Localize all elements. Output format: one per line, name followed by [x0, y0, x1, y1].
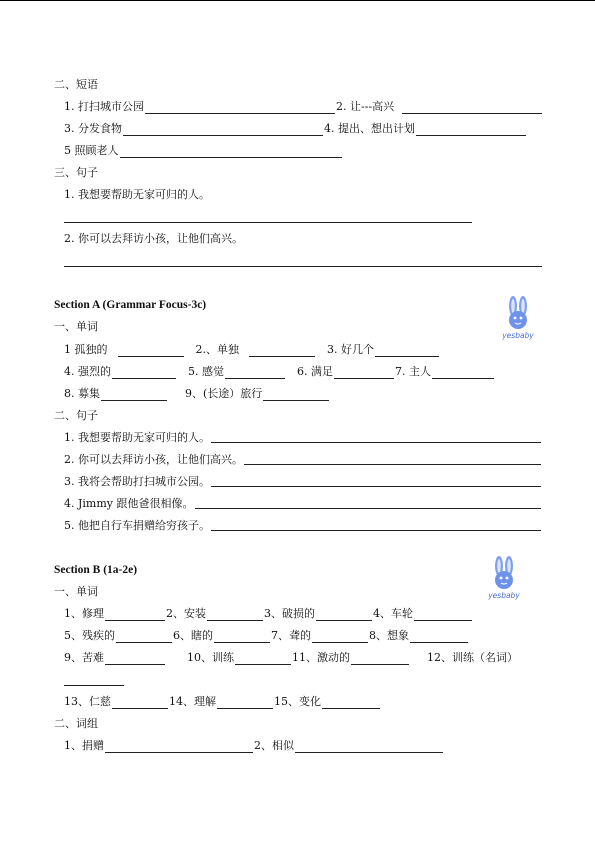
- phrase-label: 1. 打扫城市公园: [64, 100, 144, 113]
- answer-blank[interactable]: [416, 124, 526, 136]
- word-label: 5. 感觉: [188, 365, 224, 378]
- phrase-row: [64, 739, 444, 753]
- answer-blank[interactable]: [375, 345, 439, 357]
- word-label: 11、激动的: [292, 651, 350, 664]
- word-label: 4、车轮: [373, 607, 413, 620]
- word-label: 4. 强烈的: [64, 365, 111, 378]
- sentence-row: 1. 我想要帮助无家可归的人。: [64, 431, 542, 445]
- answer-blank[interactable]: [217, 697, 273, 709]
- phrase-label: 4. 提出、想出计划: [324, 122, 415, 135]
- answer-blank[interactable]: [235, 653, 291, 665]
- phrase-row-1: [64, 100, 543, 114]
- word-label: 8、想象: [369, 629, 409, 642]
- word-row-2: [64, 365, 495, 379]
- answer-blank[interactable]: [101, 389, 167, 401]
- answer-blank[interactable]: [225, 367, 285, 379]
- phrase-label: 5 照顾老人: [64, 144, 119, 157]
- answer-blank[interactable]: [263, 389, 329, 401]
- answer-blank[interactable]: [195, 497, 542, 509]
- answer-line[interactable]: [64, 266, 542, 267]
- word-label: 15、变化: [274, 695, 321, 708]
- word-label: 7、聋的: [271, 629, 311, 642]
- word-label: 12、训练（名词）: [427, 651, 518, 664]
- sentences-heading: 三、句子: [54, 166, 98, 179]
- phrase-label: 2. 让---高兴: [336, 100, 395, 113]
- answer-blank[interactable]: [249, 345, 315, 357]
- answer-blank[interactable]: [432, 367, 494, 379]
- section-a-title: Section A (Grammar Focus-3c): [54, 299, 207, 311]
- sentence-row: 2. 你可以去拜访小孩，让他们高兴。: [64, 453, 542, 467]
- answer-blank[interactable]: [116, 631, 172, 643]
- sentences-heading: 二、句子: [54, 409, 98, 422]
- answer-blank[interactable]: [64, 685, 124, 686]
- answer-blank[interactable]: [312, 631, 368, 643]
- sentence-row: 4. Jimmy 跟他爸很相像。: [64, 497, 542, 511]
- sentence-prompt: 1. 我想要帮助无家可归的人。: [64, 188, 210, 201]
- answer-blank[interactable]: [211, 519, 541, 531]
- answer-blank[interactable]: [105, 653, 165, 665]
- word-row-3: [64, 651, 518, 665]
- word-label: 13、仁慈: [64, 695, 111, 708]
- phrase-label: 1、捐赠: [64, 739, 104, 752]
- answer-blank[interactable]: [316, 609, 372, 621]
- section-b-title: Section B (1a-2e): [54, 564, 138, 576]
- word-label: 9、(长途）旅行: [185, 387, 263, 400]
- sentence-row: 3. 我将会帮助打扫城市公园。: [64, 475, 542, 489]
- answer-blank[interactable]: [295, 741, 443, 753]
- word-label: 14、理解: [169, 695, 216, 708]
- answer-blank[interactable]: [118, 345, 184, 357]
- answer-blank[interactable]: [120, 146, 342, 158]
- word-row-3: [64, 387, 330, 401]
- words-heading: 一、单词: [54, 585, 98, 598]
- bunny-icon: [496, 296, 540, 332]
- word-row-1: [64, 343, 440, 357]
- answer-blank[interactable]: [322, 697, 380, 709]
- answer-blank[interactable]: [207, 609, 263, 621]
- answer-blank[interactable]: [334, 367, 394, 379]
- sentence-prompt: 2. 你可以去拜访小孩，让他们高兴。: [64, 232, 243, 245]
- answer-blank[interactable]: [414, 609, 472, 621]
- yesbaby-logo: [496, 296, 540, 340]
- answer-blank[interactable]: [410, 631, 468, 643]
- word-label: 6、瞎的: [173, 629, 213, 642]
- word-label: 2.、单独: [195, 343, 239, 356]
- logo-text: yesbaby: [502, 331, 534, 340]
- phrase-label: 3. 分发食物: [64, 122, 122, 135]
- word-label: 3、破损的: [264, 607, 315, 620]
- word-label: 8. 募集: [64, 387, 100, 400]
- answer-blank[interactable]: [105, 741, 253, 753]
- word-label: 6. 满足: [297, 365, 333, 378]
- answer-blank[interactable]: [112, 367, 176, 379]
- answer-line[interactable]: [64, 222, 472, 223]
- words-heading: 一、单词: [54, 320, 98, 333]
- word-label: 2、安装: [166, 607, 206, 620]
- phrase-row-3: [64, 144, 343, 158]
- word-row-1: [64, 607, 473, 621]
- sentence-row: 5. 他把自行车捐赠给穷孩子。: [64, 519, 542, 533]
- phrases-heading: 二、词组: [54, 717, 98, 730]
- answer-blank[interactable]: [351, 653, 409, 665]
- answer-blank[interactable]: [105, 609, 165, 621]
- phrase-label: 2、相似: [254, 739, 294, 752]
- word-row-4: [64, 695, 381, 709]
- word-label: 3. 好几个: [327, 343, 374, 356]
- answer-blank[interactable]: [145, 102, 335, 114]
- answer-blank[interactable]: [211, 431, 541, 443]
- phrases-heading: 二、短语: [54, 78, 98, 91]
- word-row-2: [64, 629, 469, 643]
- answer-blank[interactable]: [123, 124, 323, 136]
- word-label: 5、残疾的: [64, 629, 115, 642]
- word-label: 10、训练: [187, 651, 234, 664]
- word-label: 1、修理: [64, 607, 104, 620]
- logo-text: yesbaby: [488, 591, 520, 600]
- phrase-row-2: [64, 122, 527, 136]
- word-label: 7. 主人: [395, 365, 431, 378]
- page-top-border: [0, 0, 595, 1]
- answer-blank[interactable]: [244, 453, 541, 465]
- bunny-icon: [482, 556, 526, 592]
- answer-blank[interactable]: [214, 631, 270, 643]
- answer-blank[interactable]: [211, 475, 541, 487]
- answer-blank[interactable]: [112, 697, 168, 709]
- word-label: 1 孤独的: [64, 343, 108, 356]
- word-label: 9、苦难: [64, 651, 104, 664]
- yesbaby-logo: [482, 556, 526, 600]
- answer-blank[interactable]: [402, 102, 542, 114]
